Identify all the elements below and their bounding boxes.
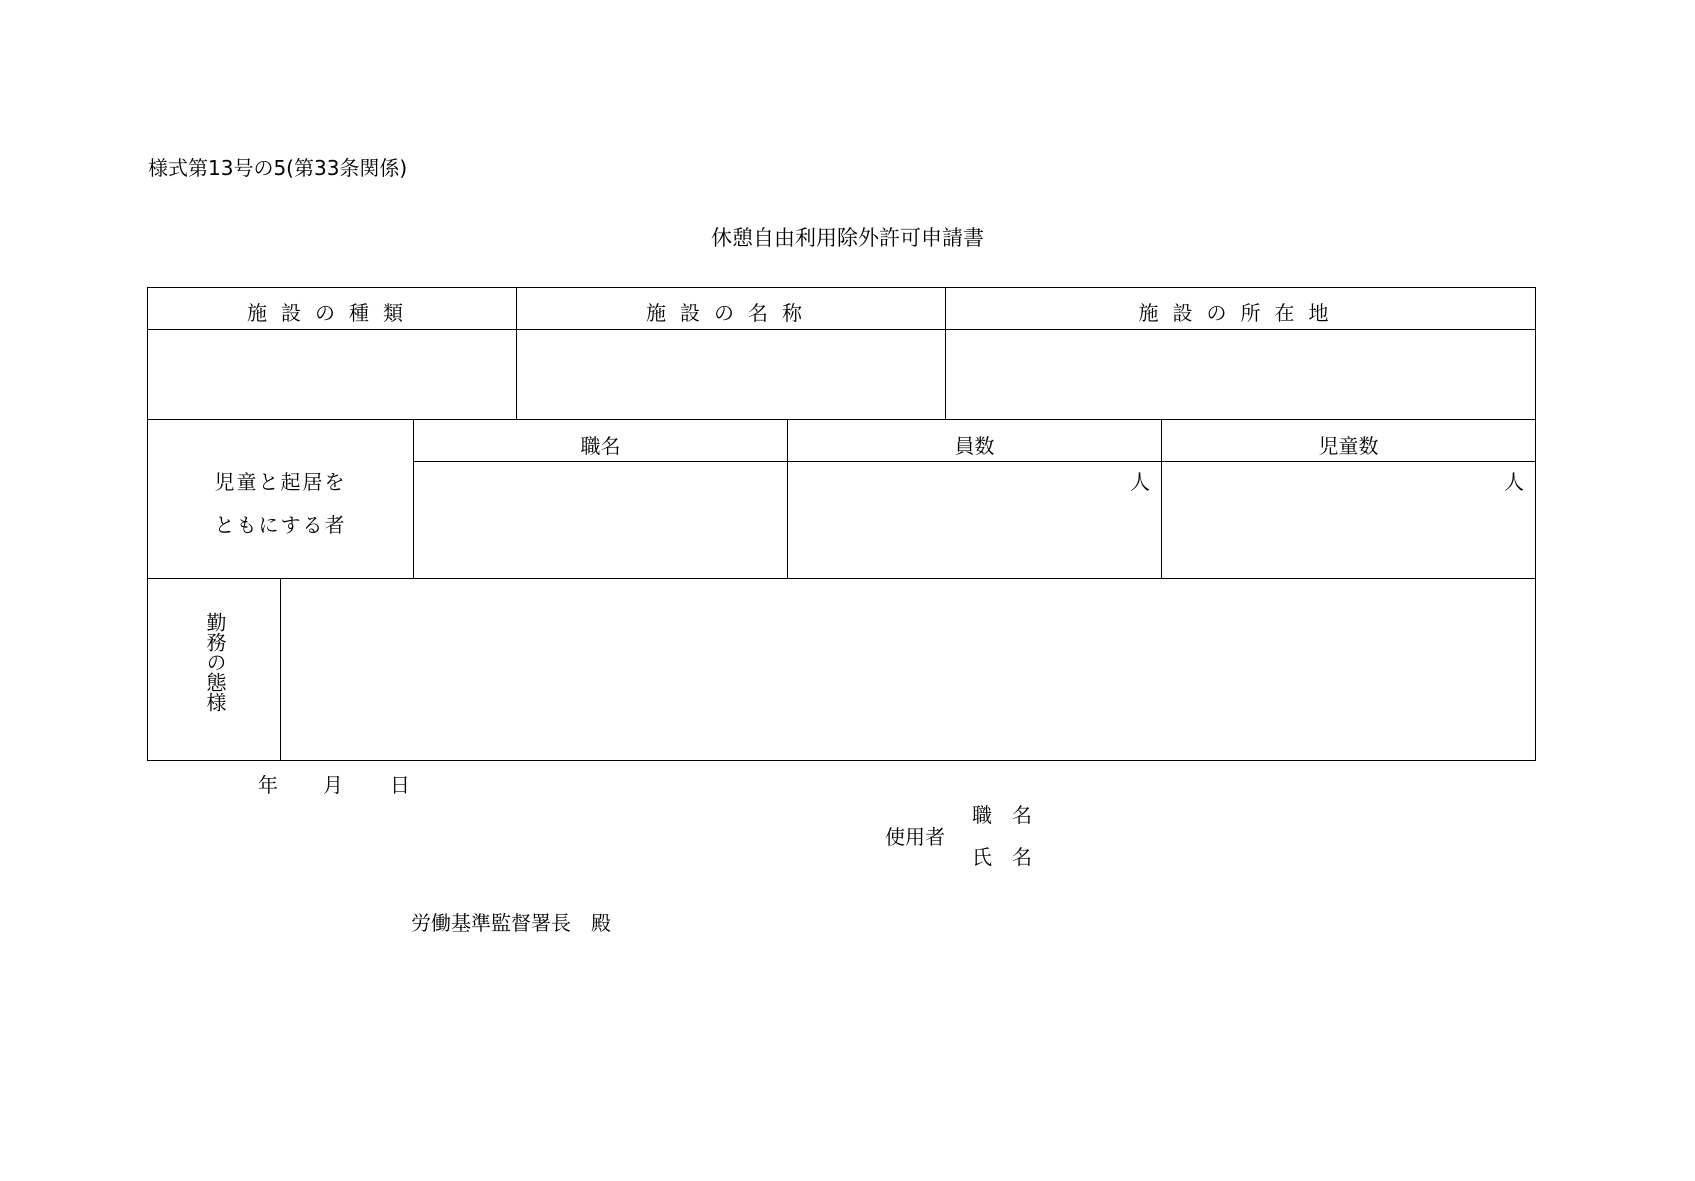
document-title: 休憩自由利用除外許可申請書 <box>711 226 984 250</box>
form-number: 様式第13号の5(第33条関係) <box>148 156 408 180</box>
work-mode-input[interactable] <box>281 579 1535 760</box>
work-mode-label: 勤務の態様 <box>203 612 227 712</box>
job-title-column-header: 職名 <box>580 434 621 458</box>
date-month-label: 月 <box>323 773 343 797</box>
table-border-top <box>147 287 1536 288</box>
facility-name-label: 施設の名称 <box>646 301 816 325</box>
staff-count-input[interactable] <box>788 462 1161 578</box>
child-count-column-header: 児童数 <box>1318 434 1379 458</box>
employer-name-label: 氏 名 <box>972 845 1032 869</box>
date-year-label: 年 <box>258 773 278 797</box>
date-day-label: 日 <box>390 773 410 797</box>
live-in-label-line2: ともにする者 <box>214 513 347 537</box>
child-count-unit: 人 <box>1504 470 1524 494</box>
facility-location-label: 施設の所在地 <box>1138 301 1343 325</box>
table-border-right <box>1535 287 1536 761</box>
addressee: 労働基準監督署長 殿 <box>411 911 611 935</box>
staff-count-unit: 人 <box>1130 470 1150 494</box>
child-count-input[interactable] <box>1162 462 1535 578</box>
live-in-label-line1: 児童と起居を <box>214 470 347 494</box>
employer-label: 使用者 <box>885 825 945 849</box>
employer-job-title-label: 職 名 <box>972 803 1032 827</box>
facility-location-input[interactable] <box>946 330 1535 419</box>
facility-type-input[interactable] <box>148 330 516 419</box>
table-border-bottom <box>147 760 1536 761</box>
facility-name-input[interactable] <box>517 330 945 419</box>
facility-type-label: 施設の種類 <box>247 301 417 325</box>
job-title-input[interactable] <box>414 462 787 578</box>
staff-count-column-header: 員数 <box>954 434 995 458</box>
row-divider <box>147 419 1536 420</box>
